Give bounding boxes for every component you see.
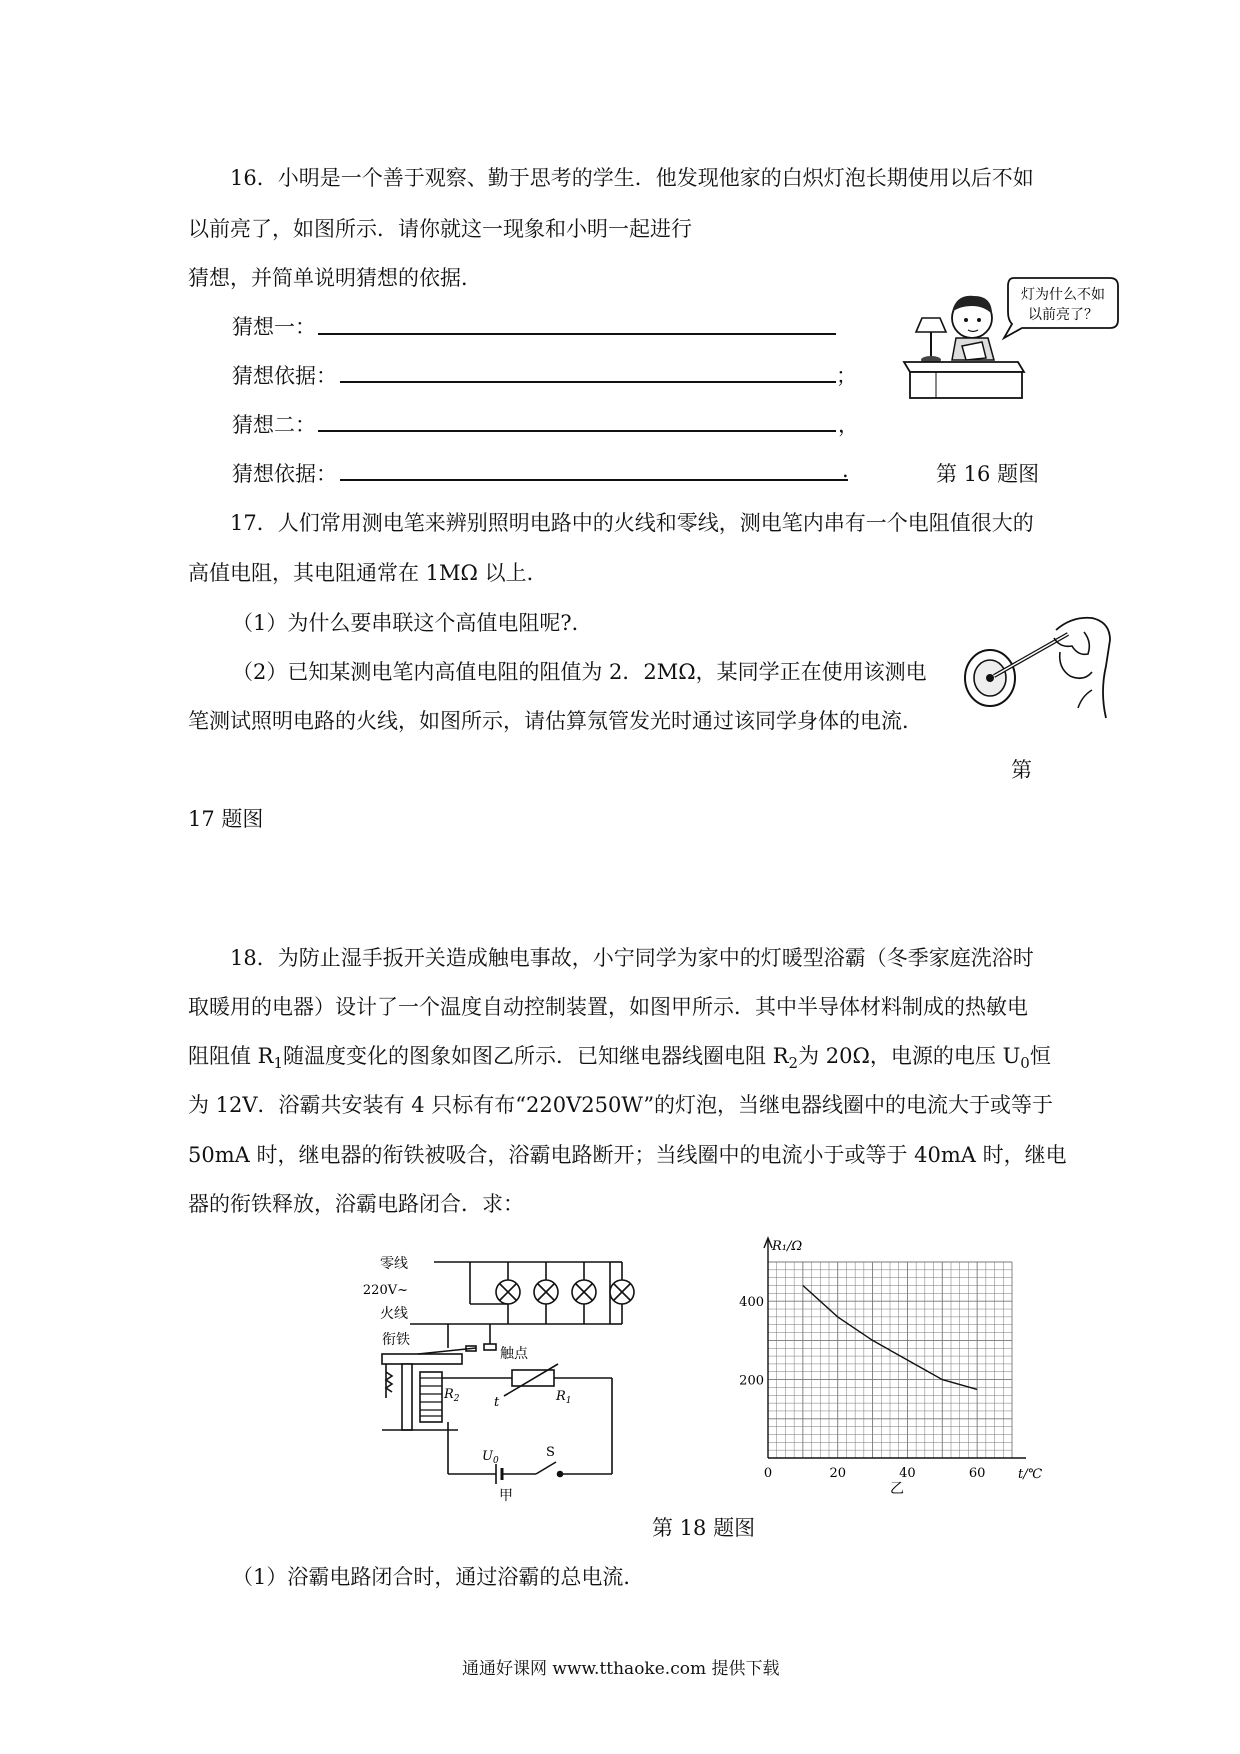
basis2-blank — [340, 479, 848, 481]
x-tick-label: 40 — [899, 1466, 916, 1481]
x-tick-label: 0 — [763, 1466, 773, 1481]
basis1-blank — [340, 381, 836, 383]
lamp-icon — [572, 1262, 596, 1324]
bubble-line2: 以前亮了？ — [1028, 307, 1098, 323]
q16-line1: 16．小明是一个善于观察、勤于思考的学生．他发现他家的白炽灯泡长期使用以后不如 — [230, 166, 1034, 190]
contact-label: 触点 — [500, 1346, 528, 1362]
boy-reading-illustration — [896, 272, 1122, 402]
y-axis-label: R₁/Ω — [772, 1239, 803, 1254]
guess1-label: 猜想一： — [232, 315, 316, 339]
q17-sub2-line1: （2）已知某测电笔内高值电阻的阻值为 2．2MΩ，某同学正在使用该测电 — [232, 660, 927, 684]
lamp-icon — [496, 1262, 520, 1324]
q18-line4: 为 12V．浴霸共安装有 4 只标有布“220V250W”的灯泡，当继电器线圈中的电流大于或等于 — [188, 1093, 1054, 1117]
q17-caption-a: 第 — [1011, 758, 1032, 782]
s-label: S — [546, 1445, 555, 1460]
x-axis-label: t/℃ — [1018, 1467, 1043, 1482]
lamp-icon — [534, 1262, 558, 1324]
test-pen-illustration — [960, 612, 1120, 724]
y-tick-label: 200 — [739, 1373, 764, 1389]
neutral-label: 零线 — [380, 1256, 408, 1272]
q18-sub1: （1）浴霸电路闭合时，通过浴霸的总电流． — [232, 1565, 645, 1589]
q18-line6: 器的衔铁释放，浴霸电路闭合．求： — [188, 1192, 524, 1216]
relay-circuit-diagram — [362, 1248, 678, 1504]
x-tick-label: 20 — [829, 1466, 846, 1481]
voltage-label: 220V~ — [362, 1283, 408, 1298]
r2-label: $R_2$ — [444, 1387, 460, 1404]
q17-caption-b: 17 题图 — [188, 807, 264, 831]
guess1-blank — [318, 333, 836, 335]
u0-label: $U_0$ — [482, 1449, 499, 1466]
guess2-blank — [318, 430, 836, 432]
live-label: 火线 — [380, 1306, 408, 1322]
q18-line3: 阻阻值 $R_1$随温度变化的图象如图乙所示．已知继电器线圈电阻 $R_2$为 20Ω，电源的电压 $U_0$恒 — [188, 1044, 1051, 1073]
bubble-line1: 灯为什么不如 — [1021, 287, 1105, 303]
y-tick-label: 400 — [739, 1295, 764, 1311]
q16-line2: 以前亮了，如图所示．请你就这一现象和小明一起进行 — [188, 217, 692, 241]
basis1-end: ； — [836, 364, 857, 388]
chart-grid — [768, 1262, 1012, 1458]
q17-line2: 高值电阻，其电阻通常在 1MΩ 以上． — [188, 561, 548, 585]
x-tick-label: 60 — [968, 1466, 986, 1481]
lamp-icon — [610, 1262, 634, 1324]
footer: 通通好课网 www.tthaoke.com 提供下载 — [462, 1659, 780, 1679]
armature-label: 衔铁 — [382, 1332, 410, 1348]
q16-caption: 第 16 题图 — [936, 462, 1040, 486]
panel-label: 乙 — [890, 1481, 904, 1497]
q17-line1: 17．人们常用测电笔来辨别照明电路中的火线和零线，测电笔内串有一个电阻值很大的 — [230, 511, 1034, 535]
basis2-label: 猜想依据： — [232, 462, 337, 486]
guess2-end: ， — [838, 413, 859, 437]
q18-line5: 50mA 时，继电器的衔铁被吸合，浴霸电路断开；当线圈中的电流小于或等于 40mA 时，继电 — [188, 1143, 1067, 1167]
q16-line3: 猜想，并简单说明猜想的依据． — [188, 266, 482, 290]
thermistor-chart — [730, 1239, 1054, 1497]
q18-caption: 第 18 题图 — [652, 1516, 756, 1540]
basis1-label: 猜想依据： — [232, 364, 337, 388]
r1-label: $R_1$ — [556, 1389, 572, 1406]
t-label: t — [494, 1395, 500, 1410]
chart-ticks — [739, 1295, 985, 1481]
basis2-end: . — [842, 458, 849, 482]
jia-label: 甲 — [499, 1488, 513, 1504]
guess2-label: 猜想二： — [232, 413, 316, 437]
q18-line2: 取暖用的电器）设计了一个温度自动控制装置，如图甲所示．其中半导体材料制成的热敏电 — [188, 995, 1028, 1019]
q18-line1: 18．为防止湿手扳开关造成触电事故，小宁同学为家中的灯暖型浴霸（冬季家庭洗浴时 — [230, 946, 1034, 970]
q17-sub1: （1）为什么要串联这个高值电阻呢?． — [232, 611, 593, 635]
q17-sub2-line2: 笔测试照明电路的火线，如图所示，请估算氖管发光时通过该同学身体的电流． — [188, 709, 923, 733]
